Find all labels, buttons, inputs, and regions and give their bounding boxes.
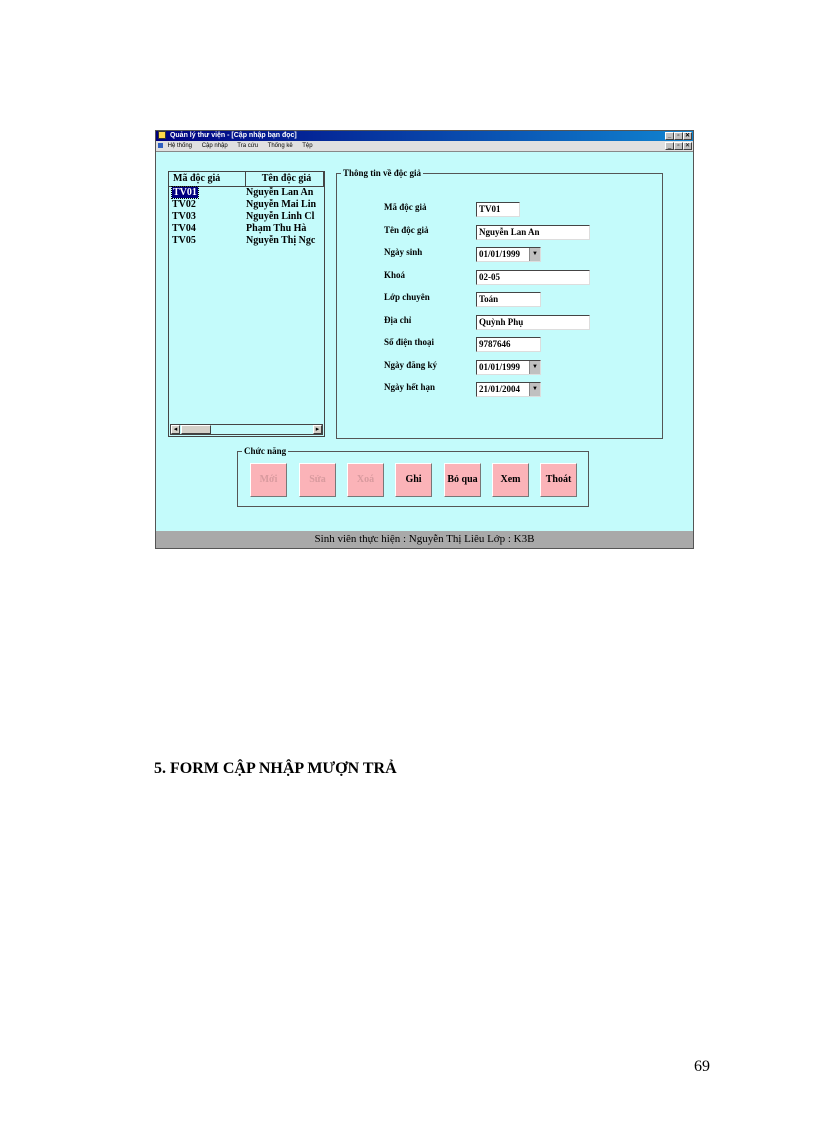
list-row[interactable] xyxy=(169,187,324,199)
row-name: Nguyễn Mai Lin xyxy=(246,199,317,210)
label-phone: Số điện thoại xyxy=(384,337,435,347)
dropdown-arrow-icon[interactable]: ▼ xyxy=(529,248,540,261)
menu-thong-ke[interactable]: Thống kê xyxy=(267,143,293,149)
row-code: TV01 xyxy=(173,187,197,198)
row-name: Nguyễn Linh Cl xyxy=(246,211,315,222)
horizontal-scrollbar[interactable] xyxy=(170,424,323,435)
list-row[interactable] xyxy=(169,223,324,235)
specialty-class-field[interactable]: Toán xyxy=(476,292,541,307)
register-date-value: 01/01/1999 xyxy=(479,362,521,372)
row-code: TV05 xyxy=(172,235,196,246)
label-reader-code: Mã độc giả xyxy=(384,202,427,212)
birth-date-value: 01/01/1999 xyxy=(479,249,521,259)
window-title: Quản lý thư viện - [Cập nhập bạn đọc] xyxy=(169,132,297,139)
list-row[interactable] xyxy=(169,211,324,223)
title-bar xyxy=(156,131,693,141)
list-header xyxy=(169,172,324,187)
menu-tra-cuu[interactable]: Tra cứu xyxy=(237,143,259,149)
phone-field[interactable]: 9787646 xyxy=(476,337,541,352)
minimize-button[interactable]: _ xyxy=(665,132,674,140)
section-heading: 5. FORM CẬP NHẬP MƯỢN TRẢ xyxy=(154,760,397,777)
delete-button[interactable]: Xoá xyxy=(347,463,384,497)
address-field[interactable]: Quỳnh Phụ xyxy=(476,315,590,330)
document-icon xyxy=(158,143,163,148)
list-row[interactable] xyxy=(169,235,324,247)
functions-group-title: Chức năng xyxy=(244,446,287,456)
row-code: TV04 xyxy=(172,223,196,234)
label-address: Địa chỉ xyxy=(384,315,412,325)
label-birth-date: Ngày sinh xyxy=(384,247,423,257)
info-group-title: Thông tin về độc giả xyxy=(343,168,422,178)
menu-cap-nhap[interactable]: Cập nhập xyxy=(201,143,228,149)
row-code: TV02 xyxy=(172,199,196,210)
label-course: Khoá xyxy=(384,270,406,280)
close-button[interactable]: ✕ xyxy=(684,133,691,139)
scroll-thumb[interactable] xyxy=(181,425,211,434)
row-code: TV03 xyxy=(172,211,196,222)
child-close-button[interactable]: ✕ xyxy=(684,143,691,149)
skip-button[interactable]: Bỏ qua xyxy=(444,463,481,497)
reader-code-field[interactable]: TV01 xyxy=(476,202,520,217)
menu-bar xyxy=(156,141,693,152)
row-name: Phạm Thu Hà xyxy=(246,223,307,234)
maximize-button[interactable]: ▫ xyxy=(674,132,683,140)
column-header-code[interactable]: Mã độc giả xyxy=(169,172,246,186)
save-button[interactable]: Ghi xyxy=(395,463,432,497)
list-row[interactable] xyxy=(169,199,324,211)
page-number: 69 xyxy=(694,1058,710,1075)
child-minimize-button[interactable]: _ xyxy=(665,142,674,150)
label-expiry-date: Ngày hết hạn xyxy=(384,382,436,392)
birth-date-picker[interactable] xyxy=(476,247,541,262)
menu-tep[interactable]: Tệp xyxy=(302,143,313,149)
course-field[interactable]: 02-05 xyxy=(476,270,590,285)
reader-info-group xyxy=(336,168,663,439)
label-reader-name: Tên độc giả xyxy=(384,225,429,235)
row-name: Nguyễn Lan An xyxy=(246,187,314,198)
expiry-date-picker[interactable] xyxy=(476,382,541,397)
column-header-name[interactable]: Tên độc giả xyxy=(246,172,324,186)
functions-group xyxy=(237,446,589,507)
menu-he-thong[interactable]: Hệ thống xyxy=(167,143,193,149)
reader-list[interactable] xyxy=(168,171,325,437)
exit-button[interactable]: Thoát xyxy=(540,463,577,497)
dropdown-arrow-icon[interactable]: ▼ xyxy=(529,361,540,374)
row-name: Nguyễn Thị Ngc xyxy=(246,235,316,246)
scroll-right-icon[interactable]: ▸ xyxy=(313,425,322,434)
scroll-left-icon[interactable]: ◂ xyxy=(171,425,180,434)
expiry-date-value: 21/01/2004 xyxy=(479,384,521,394)
label-specialty-class: Lớp chuyên xyxy=(384,292,430,302)
app-window-screenshot xyxy=(155,130,694,549)
reader-name-field[interactable]: Nguyễn Lan An xyxy=(476,225,590,240)
label-register-date: Ngày đăng ký xyxy=(384,360,438,370)
view-button[interactable]: Xem xyxy=(492,463,529,497)
app-icon xyxy=(158,131,166,139)
dropdown-arrow-icon[interactable]: ▼ xyxy=(529,383,540,396)
register-date-picker[interactable] xyxy=(476,360,541,375)
edit-button[interactable]: Sửa xyxy=(299,463,336,497)
new-button[interactable]: Mới xyxy=(250,463,287,497)
child-restore-button[interactable]: ▫ xyxy=(674,142,683,150)
status-bar: Sinh viên thực hiện : Nguyễn Thị Liêu Lớp : K3B xyxy=(156,531,693,548)
